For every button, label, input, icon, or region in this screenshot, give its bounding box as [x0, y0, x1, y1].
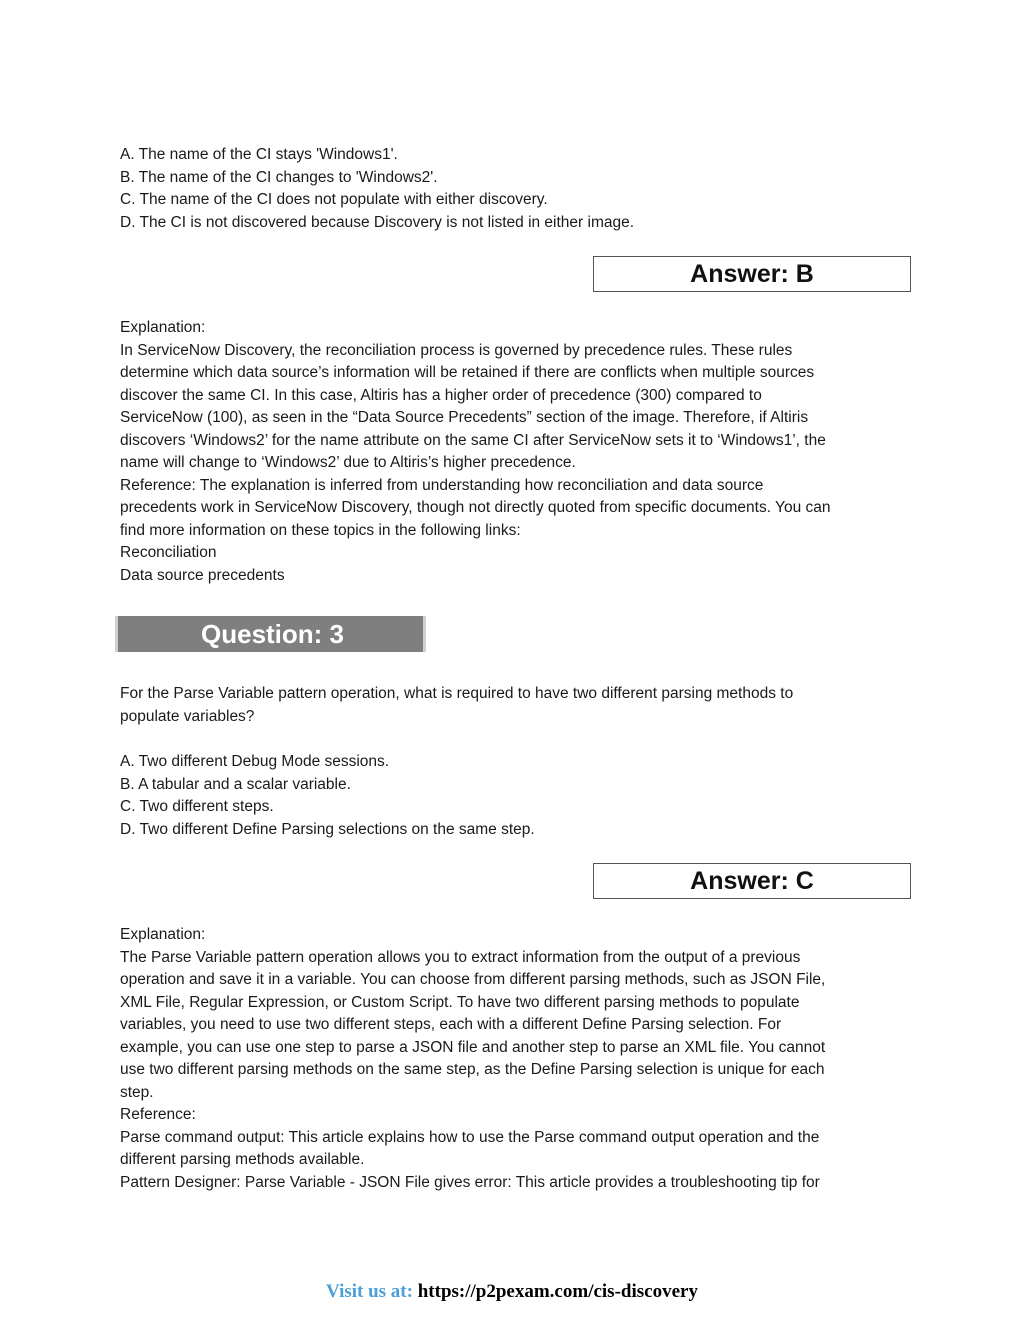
q2-explanation-line: ServiceNow (100), as seen in the “Data Source Precedents” section of the image. Therefore, if Altiris — [120, 409, 809, 426]
q2-explanation-line: precedents work in ServiceNow Discovery, though not directly quoted from specific documents. You can — [120, 499, 831, 516]
q3-option-b: B. A tabular and a scalar variable. — [120, 775, 351, 793]
q2-option-d: D. The CI is not discovered because Discovery is not listed in either image. — [120, 213, 635, 231]
q2-explanation-line: Explanation: — [120, 319, 206, 336]
q2-explanation-line: In ServiceNow Discovery, the reconciliation process is governed by precedence rules. These rules — [120, 341, 793, 359]
q2-option-c: C. The name of the CI does not populate with either discovery. — [120, 191, 548, 208]
q3-explanation-line: Reference: — [120, 1106, 196, 1123]
q3-answer-box: Answer: C — [593, 863, 911, 899]
q2-explanation-line: Reference: The explanation is inferred from understanding how reconciliation and data source — [120, 476, 764, 494]
q3-explanation-line: Explanation: — [120, 926, 206, 943]
q3-prompt — [120, 683, 910, 728]
q2-answer-box: Answer: B — [593, 256, 911, 292]
q3-explanation — [120, 924, 910, 1194]
q2-explanation — [120, 317, 910, 587]
q3-prompt-line: populate variables? — [120, 707, 255, 725]
footer — [0, 1281, 1024, 1303]
data-source-precedents-link[interactable]: Data source precedents — [120, 566, 285, 584]
q2-explanation-line: discover the same CI. In this case, Altiris has a higher order of precedence (300) compared to — [120, 386, 762, 404]
footer-label: Visit us at: — [326, 1281, 413, 1302]
q2-explanation-line: find more information on these topics in the following links: — [120, 521, 521, 539]
q2-explanation-line: name will change to ‘Windows2’ due to Altiris’s higher precedence. — [120, 454, 576, 471]
q2-explanation-line: determine which data source’s information will be retained if there are conflicts when multiple sources — [120, 364, 815, 381]
q3-prompt-line: For the Parse Variable pattern operation, what is required to have two different parsing methods to — [120, 685, 794, 702]
q3-explanation-line: example, you can use one step to parse a JSON file and another step to parse an XML file. You cannot — [120, 1038, 826, 1056]
q3-explanation-line: The Parse Variable pattern operation allows you to extract information from the output of a previous — [120, 948, 801, 966]
q3-explanation-line: use two different parsing methods on the same step, as the Define Parsing selection is unique for each — [120, 1061, 825, 1078]
q3-option-c: C. Two different steps. — [120, 798, 274, 815]
q3-option-a: A. Two different Debug Mode sessions. — [120, 753, 390, 770]
q2-option-a: A. The name of the CI stays 'Windows1'. — [120, 146, 398, 163]
q3-option-d: D. Two different Define Parsing selections on the same step. — [120, 820, 535, 838]
q3-explanation-line: XML File, Regular Expression, or Custom Script. To have two different parsing methods to populate — [120, 993, 800, 1011]
parse-command-output-reference: Parse command output: This article explains how to use the Parse command output operation and the — [120, 1128, 820, 1146]
question-3-heading: Question: 3 — [115, 616, 426, 652]
q3-explanation-line: variables, you need to use two different steps, each with a different Define Parsing selection. For — [120, 1016, 782, 1033]
pattern-designer-reference: Pattern Designer: Parse Variable - JSON File gives error: This article provides a troubleshooting tip for — [120, 1173, 820, 1191]
reconciliation-link[interactable]: Reconciliation — [120, 544, 217, 561]
q2-option-b: B. The name of the CI changes to 'Windows2'. — [120, 168, 438, 186]
q3-explanation-line: operation and save it in a variable. You can choose from different parsing methods, such as JSON File, — [120, 971, 826, 988]
footer-url-link[interactable]: https://p2pexam.com/cis-discovery — [417, 1281, 698, 1302]
q3-explanation-line: different parsing methods available. — [120, 1151, 365, 1168]
q3-explanation-line: step. — [120, 1083, 154, 1101]
q2-options — [120, 144, 910, 234]
q3-options — [120, 751, 910, 841]
q2-explanation-line: discovers ‘Windows2’ for the name attribute on the same CI after ServiceNow sets it to ‘Windows1’, the — [120, 431, 826, 449]
